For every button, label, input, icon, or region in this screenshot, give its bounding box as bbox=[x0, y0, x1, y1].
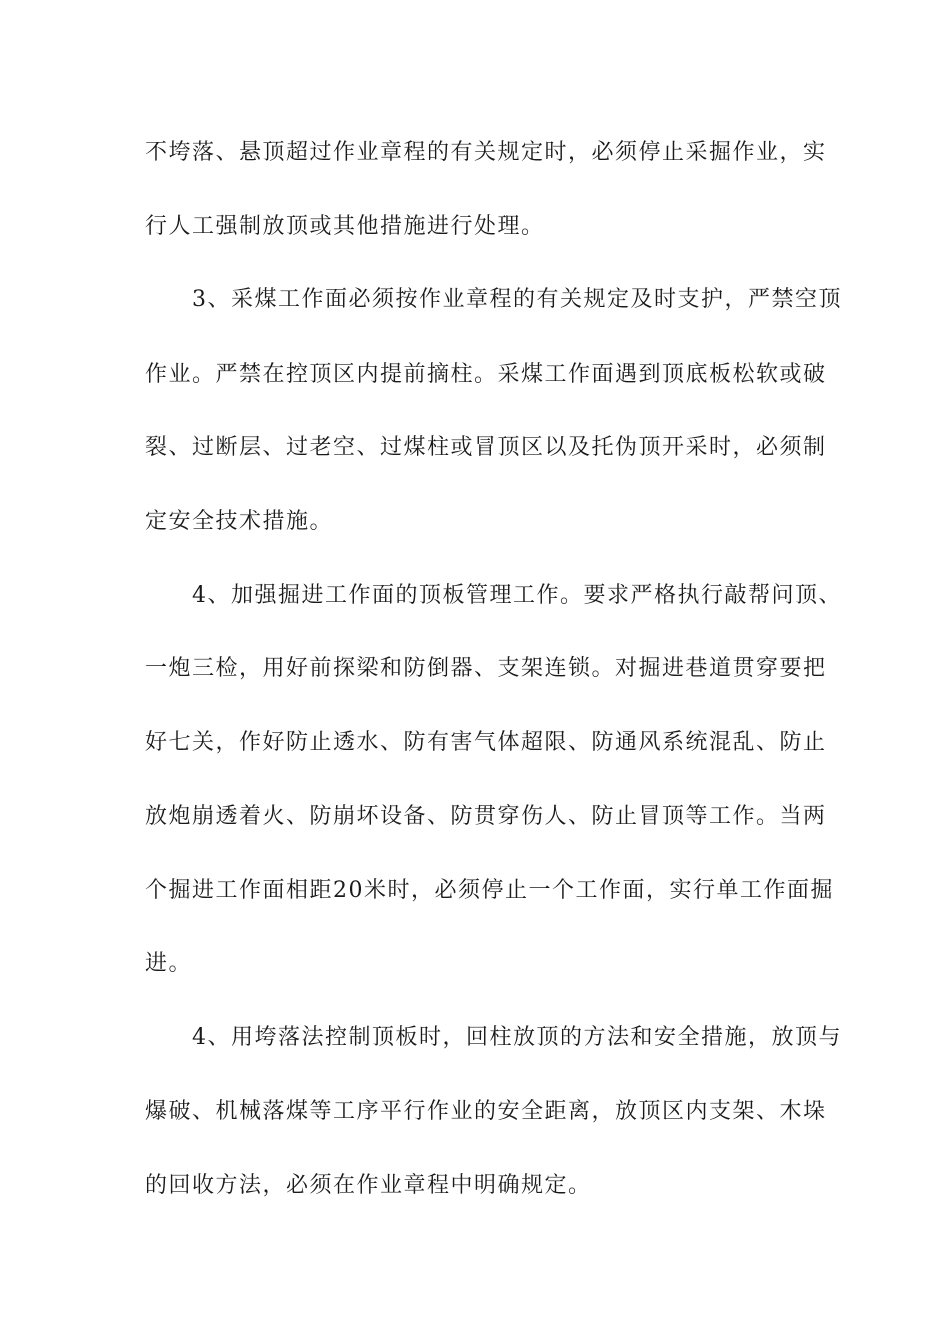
paragraph-2-line-3: 裂、过断层、过老空、过煤柱或冒顶区以及托伪顶开采时，必须制 bbox=[145, 435, 827, 460]
paragraph-3-line-6: 进。 bbox=[145, 951, 193, 976]
paragraph-4-line-2: 爆破、机械落煤等工序平行作业的安全距离，放顶区内支架、木垛 bbox=[145, 1099, 827, 1124]
paragraph-1-line-2: 行人工强制放顶或其他措施进行处理。 bbox=[145, 214, 545, 239]
paragraph-3-line-3: 好七关，作好防止透水、防有害气体超限、防通风系统混乱、防止 bbox=[145, 730, 827, 755]
paragraph-3-line-4: 放炮崩透着火、防崩坏设备、防贯穿伤人、防止冒顶等工作。当两 bbox=[145, 804, 827, 829]
paragraph-4-line-1: 4、用垮落法控制顶板时，回柱放顶的方法和安全措施，放顶与 bbox=[192, 1025, 842, 1050]
paragraph-3-line-5: 个掘进工作面相距20米时，必须停止一个工作面，实行单工作面掘 bbox=[145, 878, 834, 903]
paragraph-3-line-2: 一炮三检，用好前探梁和防倒器、支架连锁。对掘进巷道贯穿要把 bbox=[145, 656, 827, 681]
paragraph-1-line-1: 不垮落、悬顶超过作业章程的有关规定时，必须停止采掘作业，实 bbox=[145, 140, 827, 165]
paragraph-3-line-1: 4、加强掘进工作面的顶板管理工作。要求严格执行敲帮问顶、 bbox=[192, 583, 842, 608]
paragraph-2-line-1: 3、采煤工作面必须按作业章程的有关规定及时支护，严禁空顶 bbox=[192, 287, 842, 312]
paragraph-2-line-4: 定安全技术措施。 bbox=[145, 509, 334, 534]
paragraph-2-line-2: 作业。严禁在控顶区内提前摘柱。采煤工作面遇到顶底板松软或破 bbox=[145, 362, 827, 387]
paragraph-4-line-3: 的回收方法，必须在作业章程中明确规定。 bbox=[145, 1173, 592, 1198]
